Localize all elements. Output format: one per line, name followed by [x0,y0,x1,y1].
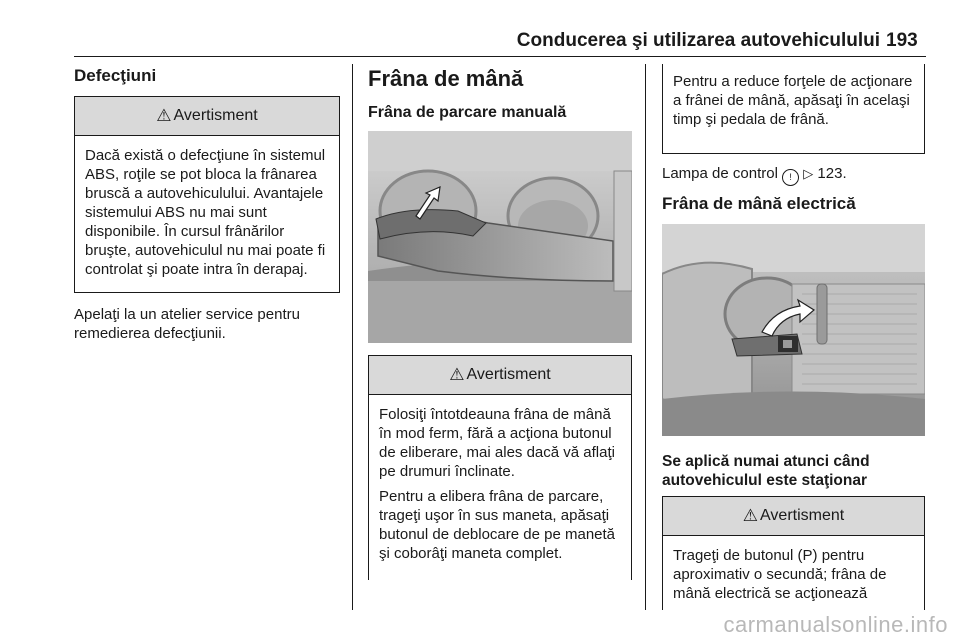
warning-box-handbrake [368,355,632,580]
paragraph-service: Apelaţi la un atelier service pentru remedierea defecţiunii. [74,306,300,342]
warning-paragraph-2: Pentru a elibera frâna de parcare, trageţi uşor în sus maneta, apăsaţi butonul de deblocare de pe manetă şi coborâţi maneta complet. [379,488,616,562]
electric-parking-brake-photo [662,224,925,436]
running-header-title: Conducerea şi utilizarea autovehiculului [516,30,880,51]
header-rule [74,56,926,57]
warning-header [663,497,924,536]
warning-triangle-icon: ⚠ [449,365,465,384]
warning-text: Trageţi de butonul (P) pentru aproximativ o secundă; frâna de mână electrică se acţionează [673,547,887,602]
footer-watermark: carmanualsonline.info [723,612,948,637]
warning-body [369,395,631,577]
warning-paragraph-1: Folosiţi întotdeauna frâna de mână în mod ferm, fără a acţiona butonul de eliberare, mai ales dacă vă aflaţi pe drumuri înclinate. [379,406,615,480]
section-heading-handbrake: Frâna de mână [368,66,524,91]
warning-title: Avertisment [466,366,551,383]
control-lamp-label: Lampa de control [662,165,778,182]
warning-title: Avertisment [760,507,845,524]
subheading-stationary-only: Se aplică numai atunci când autovehiculul este staţionar [662,453,870,489]
heading-electric-parking-brake: Frâna de mână electrică [662,194,856,213]
warning-triangle-icon: ⚠ [742,506,759,525]
control-lamp-page-ref: 123. [817,165,847,182]
column-divider-1 [352,64,353,610]
warning-header [75,97,339,136]
continued-warning-box [662,64,925,154]
warning-triangle-icon: ⚠ [156,106,172,125]
page-number: 193 [886,30,918,51]
warning-box-abs [74,96,340,293]
warning-header [369,356,631,395]
page-reference-arrow-icon: ▷ [803,166,814,181]
continued-warning-text: Pentru a reduce forţele de acţionare a frânei de mână, apăsaţi în acelaşi timp şi pedala de frână. [673,73,913,128]
brake-warning-lamp-icon: ! [782,169,799,186]
column-divider-2 [645,64,646,610]
warning-box-electric-brake [662,496,925,610]
section-heading-defects: Defecţiuni [74,66,157,85]
warning-title: Avertisment [173,107,258,124]
subheading-manual-parking-brake: Frâna de parcare manuală [368,104,567,121]
warning-text: Dacă există o defecţiune în sistemul ABS, roţile se pot bloca la frânarea bruscă a autovehiculului. Avantajele sistemului ABS nu mai sunt disponibile. În cursul frânărilor bruşte, autovehiculul nu mai poate fi controlat şi poate intra în derapaj. [85,147,326,278]
control-lamp-reference [662,164,924,186]
manual-handbrake-photo [368,131,632,343]
